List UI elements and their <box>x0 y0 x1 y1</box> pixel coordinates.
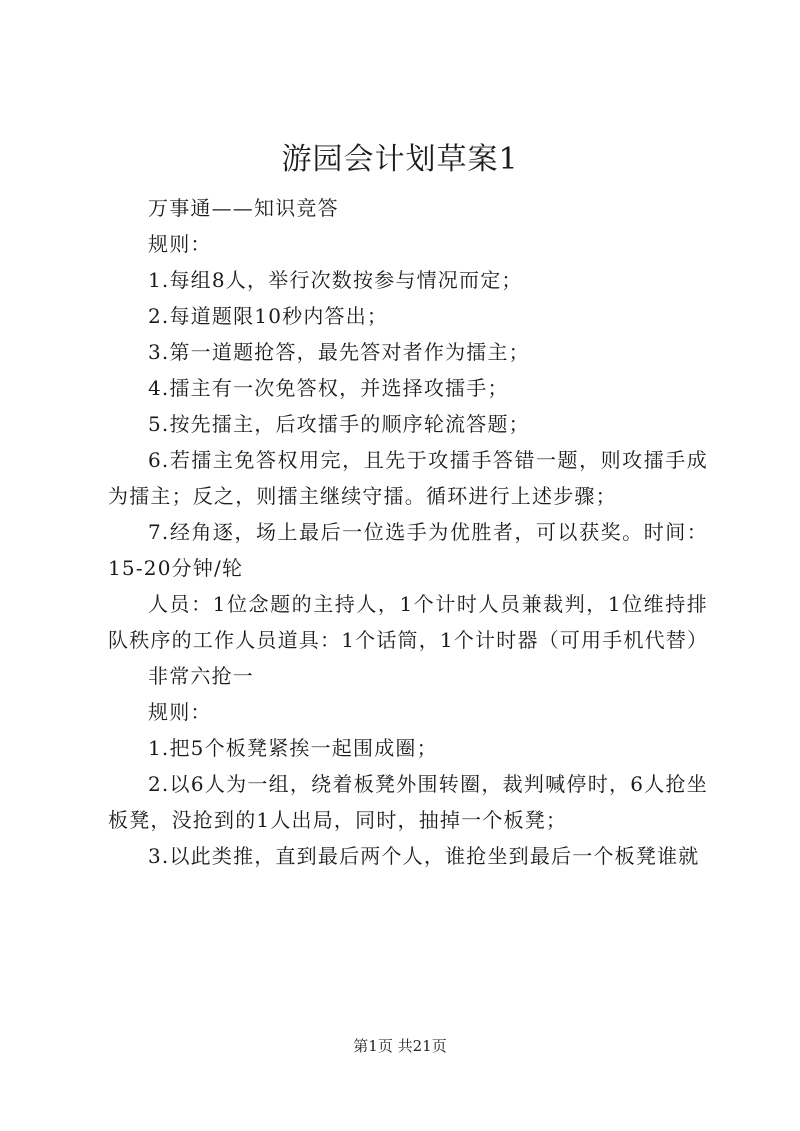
paragraph: 1.每组8人，举行次数按参与情况而定； <box>148 268 523 292</box>
paragraph: 人员：1位念题的主持人，1个计时人员兼裁判，1位维持排队秩序的工作人员道具：1个话筒，1个计时器（可用手机代替） <box>108 592 709 652</box>
paragraph: 规则： <box>148 232 212 256</box>
page-number-label: 第1页 共21页 <box>353 1037 447 1055</box>
document-title: 游园会计划草案1 <box>281 142 519 177</box>
paragraph: 4.擂主有一次免答权，并选择攻擂手； <box>148 376 509 400</box>
document-body <box>108 190 708 874</box>
paragraph: 3.以此类推，直到最后两个人，谁抢坐到最后一个板凳谁就 <box>148 844 700 868</box>
paragraph: 2.以6人为一组，绕着板凳外围转圈，裁判喊停时，6人抢坐板凳，没抢到的1人出局，同时，抽掉一个板凳； <box>108 772 708 832</box>
paragraph: 万事通——知识竞答 <box>148 196 339 220</box>
paragraph: 6.若擂主免答权用完，且先于攻擂手答错一题，则攻擂手成为擂主；反之，则擂主继续守擂。循环进行上述步骤； <box>108 448 708 508</box>
paragraph: 3.第一道题抢答，最先答对者作为擂主； <box>148 340 530 364</box>
paragraph: 2.每道题限10秒内答出； <box>148 304 389 328</box>
paragraph: 非常六抢一 <box>148 664 254 688</box>
page-footer <box>0 1036 800 1056</box>
paragraph: 规则： <box>148 700 212 724</box>
paragraph: 1.把5个板凳紧挨一起围成圈； <box>148 736 438 760</box>
paragraph: 5.按先擂主，后攻擂手的顺序轮流答题； <box>148 412 530 436</box>
paragraph: 7.经角逐，场上最后一位选手为优胜者，可以获奖。时间：15-20分钟/轮 <box>108 520 708 580</box>
